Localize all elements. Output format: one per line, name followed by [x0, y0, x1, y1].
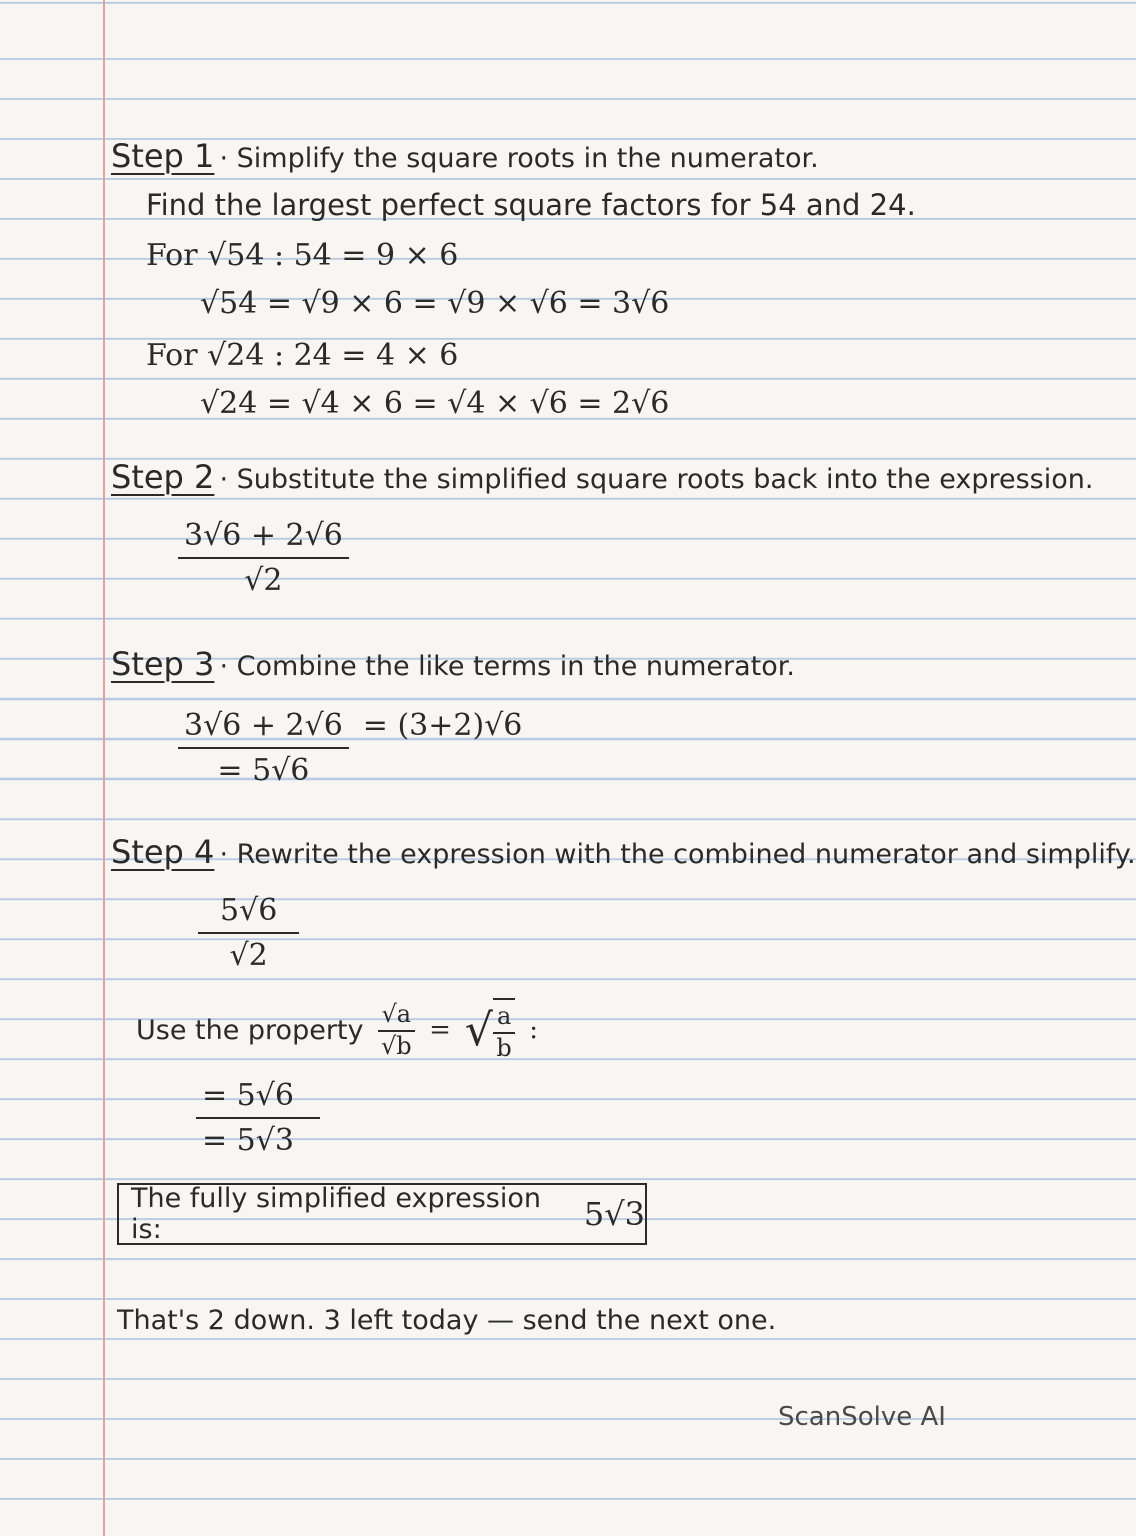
- step4-result: [196, 1078, 320, 1158]
- step3-denominator: = 5√6: [217, 753, 310, 788]
- final-answer-value: 5√3: [583, 1195, 645, 1233]
- step4-fraction: [198, 893, 299, 973]
- step1-line-5: √24 = √4 × 6 = √4 × √6 = 2√6: [200, 386, 670, 421]
- step2-denominator: √2: [244, 563, 283, 598]
- property-lhs-denominator: √b: [380, 1032, 412, 1060]
- step1-line-2: For √54 : 54 = 9 × 6: [146, 238, 459, 273]
- step4-property: [136, 998, 538, 1062]
- step1-line-1: Find the largest perfect square factors for 54 and 24.: [146, 188, 916, 222]
- step3-title: Step 3: [111, 645, 215, 683]
- step2-fraction: [178, 518, 349, 598]
- brand-watermark: ScanSolve AI: [778, 1402, 946, 1432]
- notebook-margin-line: [103, 0, 105, 1536]
- step4-denominator: √2: [229, 938, 268, 973]
- step1-line-3: √54 = √9 × 6 = √9 × √6 = 3√6: [200, 286, 670, 321]
- final-answer-label: The fully simplified expression is:: [131, 1183, 541, 1245]
- property-lhs-numerator: √a: [378, 1000, 416, 1032]
- property-equals: =: [429, 1015, 451, 1045]
- property-end: :: [529, 1015, 539, 1045]
- step1-header: [111, 137, 819, 175]
- step4-title: Step 4: [111, 833, 215, 871]
- step4-description: · Rewrite the expression with the combined numerator and simplify.: [219, 839, 1136, 870]
- step4-numerator: 5√6: [198, 893, 299, 934]
- step1-line-4: For √24 : 24 = 4 × 6: [146, 338, 459, 373]
- step2-title: Step 2: [111, 458, 215, 496]
- step4-header: [111, 833, 1136, 871]
- closing-message: That's 2 down. 3 left today — send the next one.: [117, 1305, 777, 1336]
- step3-description: · Combine the like terms in the numerator.: [219, 651, 795, 682]
- step2-description: · Substitute the simplified square roots back into the expression.: [219, 464, 1094, 495]
- step2-numerator: 3√6 + 2√6: [178, 518, 349, 559]
- step3-header: [111, 645, 795, 683]
- step3-rhs: = (3+2)√6: [362, 708, 523, 743]
- property-rhs: [465, 998, 515, 1062]
- step1-title: Step 1: [111, 137, 215, 175]
- sqrt-radical-icon: √: [464, 1004, 493, 1056]
- property-rhs-denominator: b: [496, 1034, 512, 1062]
- final-answer-box: [117, 1183, 647, 1245]
- step4-result-numerator: = 5√6: [196, 1078, 320, 1119]
- step3-equation: [178, 708, 522, 788]
- step1-description: · Simplify the square roots in the numerator.: [219, 143, 819, 174]
- property-rhs-numerator: a: [493, 1002, 515, 1034]
- property-label: Use the property: [136, 1014, 364, 1046]
- step4-result-denominator: = 5√3: [202, 1123, 294, 1158]
- step2-header: [111, 458, 1093, 496]
- step3-numerator: 3√6 + 2√6: [178, 708, 349, 749]
